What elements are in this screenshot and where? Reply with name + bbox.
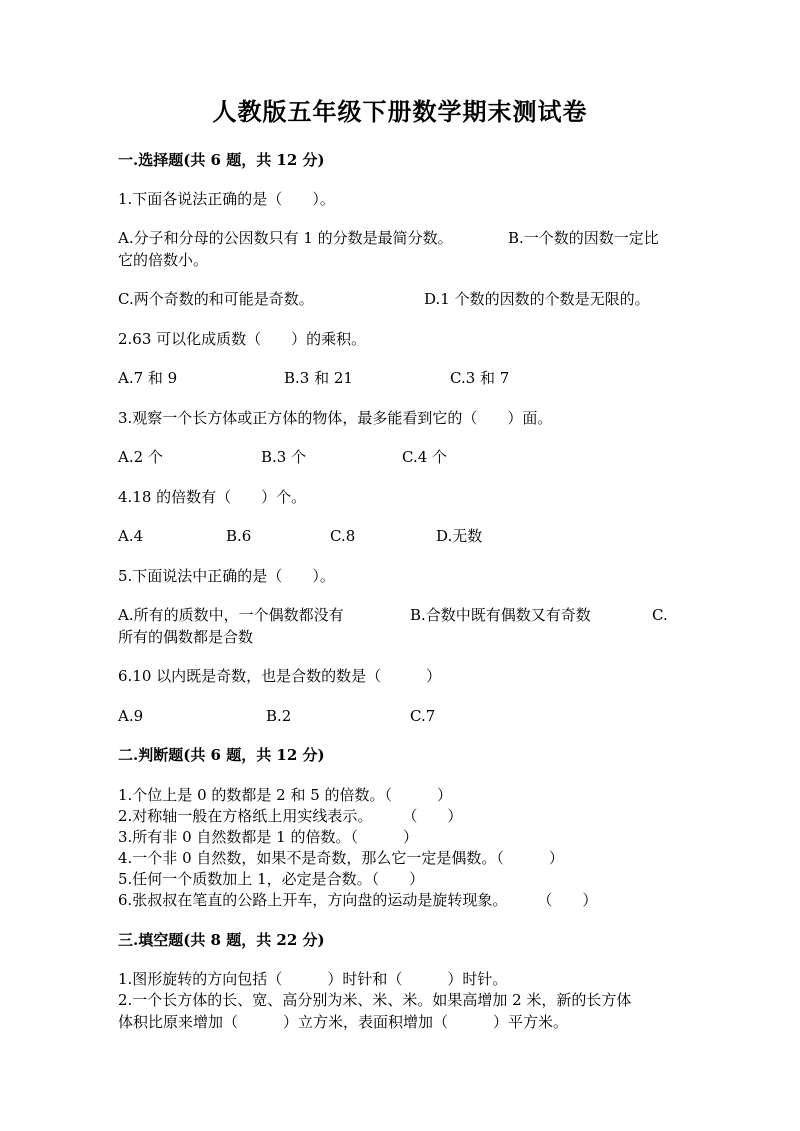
question-stem: 1.下面各说法正确的是（ ）。 bbox=[118, 190, 335, 208]
question-stem: 4.18 的倍数有（ ）个。 bbox=[118, 488, 307, 506]
judgement-item: 5.任何一个质数加上 1，必定是合数。（ ） bbox=[118, 870, 425, 888]
fill-in-question: 2.一个长方体的长、宽、高分别为米、米、米。如果高增加 2 米，新的长方体 bbox=[118, 991, 632, 1009]
judgement-item: 3.所有非 0 自然数都是 1 的倍数。（ ） bbox=[118, 828, 418, 846]
option-a: A.所有的质数中，一个偶数都没有 bbox=[118, 606, 344, 624]
section-header-choice: 一.选择题(共 6 题，共 12 分) bbox=[118, 151, 325, 169]
option-a: A.9 bbox=[118, 707, 144, 725]
judgement-item: 4.一个非 0 自然数，如果不是奇数，那么它一定是偶数。（ ） bbox=[118, 849, 564, 867]
option-c-continued: 所有的偶数都是合数 bbox=[118, 628, 254, 646]
option-b: B.合数中既有偶数又有奇数 bbox=[410, 606, 591, 624]
judgement-item: 6.张叔叔在笔直的公路上开车，方向盘的运动是旋转现象。 （ ） bbox=[118, 891, 598, 909]
option-a: A.4 bbox=[118, 527, 144, 545]
fill-in-question-continued: 体积比原来增加（ ）立方米，表面积增加（ ）平方米。 bbox=[118, 1013, 569, 1031]
option-c: C.8 bbox=[330, 527, 356, 545]
option-c: C.7 bbox=[410, 707, 436, 725]
question-stem: 6.10 以内既是奇数，也是合数的数是（ ） bbox=[118, 667, 442, 685]
option-c: C.3 和 7 bbox=[450, 369, 510, 387]
option-c: C.两个奇数的和可能是奇数。 bbox=[118, 290, 314, 308]
fill-in-question: 1.图形旋转的方向包括（ ）时针和（ ）时针。 bbox=[118, 970, 508, 988]
question-stem: 5.下面说法中正确的是（ ）。 bbox=[118, 567, 335, 585]
option-d: D.1 个数的因数的个数是无限的。 bbox=[424, 290, 650, 308]
question-stem: 3.观察一个长方体或正方体的物体，最多能看到它的（ ）面。 bbox=[118, 409, 553, 427]
judgement-item: 1.个位上是 0 的数都是 2 和 5 的倍数。（ ） bbox=[118, 786, 453, 804]
section-header-judgement: 二.判断题(共 6 题，共 12 分) bbox=[118, 746, 325, 764]
option-c: C. bbox=[652, 606, 668, 624]
option-b-continued: 它的倍数小。 bbox=[118, 251, 209, 269]
option-b: B.3 个 bbox=[261, 448, 307, 466]
option-d: D.无数 bbox=[436, 527, 483, 545]
question-stem: 2.63 可以化成质数（ ）的乘积。 bbox=[118, 330, 367, 348]
section-header-fill-in: 三.填空题(共 8 题，共 22 分) bbox=[118, 931, 325, 949]
option-b: B.6 bbox=[226, 527, 252, 545]
option-b: B.3 和 21 bbox=[284, 369, 353, 387]
option-b: B.2 bbox=[266, 707, 292, 725]
page-title: 人教版五年级下册数学期末测试卷 bbox=[212, 97, 588, 126]
option-a: A.2 个 bbox=[118, 448, 163, 466]
judgement-item: 2.对称轴一般在方格纸上用实线表示。 （ ） bbox=[118, 807, 463, 825]
option-a: A.7 和 9 bbox=[118, 369, 178, 387]
option-b: B.一个数的因数一定比 bbox=[508, 229, 659, 247]
option-c: C.4 个 bbox=[402, 448, 448, 466]
option-a: A.分子和分母的公因数只有 1 的分数是最简分数。 bbox=[118, 229, 453, 247]
